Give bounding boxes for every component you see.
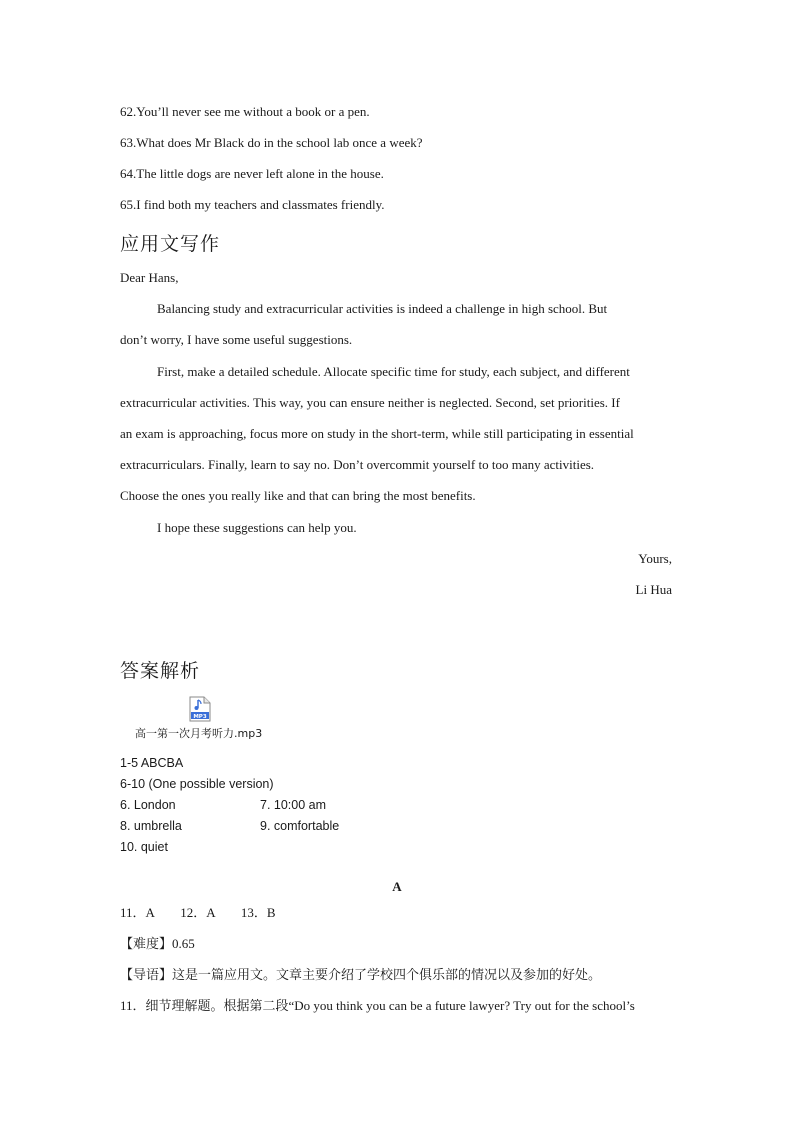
answer-9: 9. comfortable bbox=[260, 819, 340, 833]
answers-heading: 答案解析 bbox=[120, 660, 201, 682]
letter-p2-line1: First, make a detailed schedule. Allocate specific time for study, each subject, and different bbox=[157, 364, 630, 379]
letter-p2-line2: extracurricular activities. This way, you can ensure neither is neglected. Second, set priorities. If bbox=[120, 395, 620, 410]
letter-p1-line1: Balancing study and extracurricular activities is indeed a challenge in high school. But bbox=[157, 301, 608, 316]
guide-label: 【导语】 bbox=[120, 968, 173, 983]
answer-1-5: 1-5 ABCBA bbox=[120, 756, 184, 770]
letter-p1-line2: don’t worry, I have some useful suggestions. bbox=[120, 332, 353, 347]
answer-10: 10. quiet bbox=[120, 840, 168, 854]
guide-line bbox=[120, 967, 601, 984]
difficulty-label: 【难度】 bbox=[120, 937, 173, 952]
sentence-64: 64.The little dogs are never left alone in the house. bbox=[120, 166, 384, 181]
answer-6-10-header: 6-10 (One possible version) bbox=[120, 777, 274, 791]
letter-signature: Li Hua bbox=[635, 582, 672, 597]
letter-p2-line4: extracurriculars. Finally, learn to say no. Don’t overcommit yourself to too many activities. bbox=[120, 457, 595, 472]
mp3-badge-text: MP3 bbox=[193, 714, 207, 720]
guide-text: 这是一篇应用文。文章主要介绍了学校四个俱乐部的情况以及参加的好处。 bbox=[172, 968, 602, 983]
passage-a-label: A bbox=[392, 879, 402, 894]
mp3-filename[interactable]: 高一第一次月考听力.mp3 bbox=[135, 727, 263, 740]
answer-7: 7. 10:00 am bbox=[260, 798, 327, 812]
answer-8: 8. umbrella bbox=[120, 819, 182, 833]
answer-6: 6. London bbox=[120, 798, 176, 812]
letter-p3: I hope these suggestions can help you. bbox=[157, 520, 357, 535]
difficulty-line bbox=[120, 936, 195, 953]
sentence-63: 63.What does Mr Black do in the school lab once a week? bbox=[120, 135, 423, 150]
sentence-65: 65.I find both my teachers and classmates friendly. bbox=[120, 197, 385, 212]
q11-explanation: 11．细节理解题。根据第二段“Do you think you can be a future lawyer? Try out for the school’s bbox=[120, 998, 635, 1013]
letter-p2-line5: Choose the ones you really like and that can bring the most benefits. bbox=[120, 488, 476, 503]
mp3-file-icon[interactable] bbox=[189, 696, 211, 722]
audio-file-icon bbox=[189, 696, 211, 722]
letter-greeting: Dear Hans, bbox=[120, 270, 179, 285]
writing-heading: 应用文写作 bbox=[120, 233, 221, 255]
difficulty-value: 0.65 bbox=[172, 936, 195, 951]
letter-closing: Yours, bbox=[638, 551, 672, 566]
sentence-62: 62.You’ll never see me without a book or a pen. bbox=[120, 104, 370, 119]
mc-answers: 11．A 12．A 13．B bbox=[120, 905, 276, 920]
letter-p2-line3: an exam is approaching, focus more on study in the short-term, while still participating in essential bbox=[120, 426, 634, 441]
